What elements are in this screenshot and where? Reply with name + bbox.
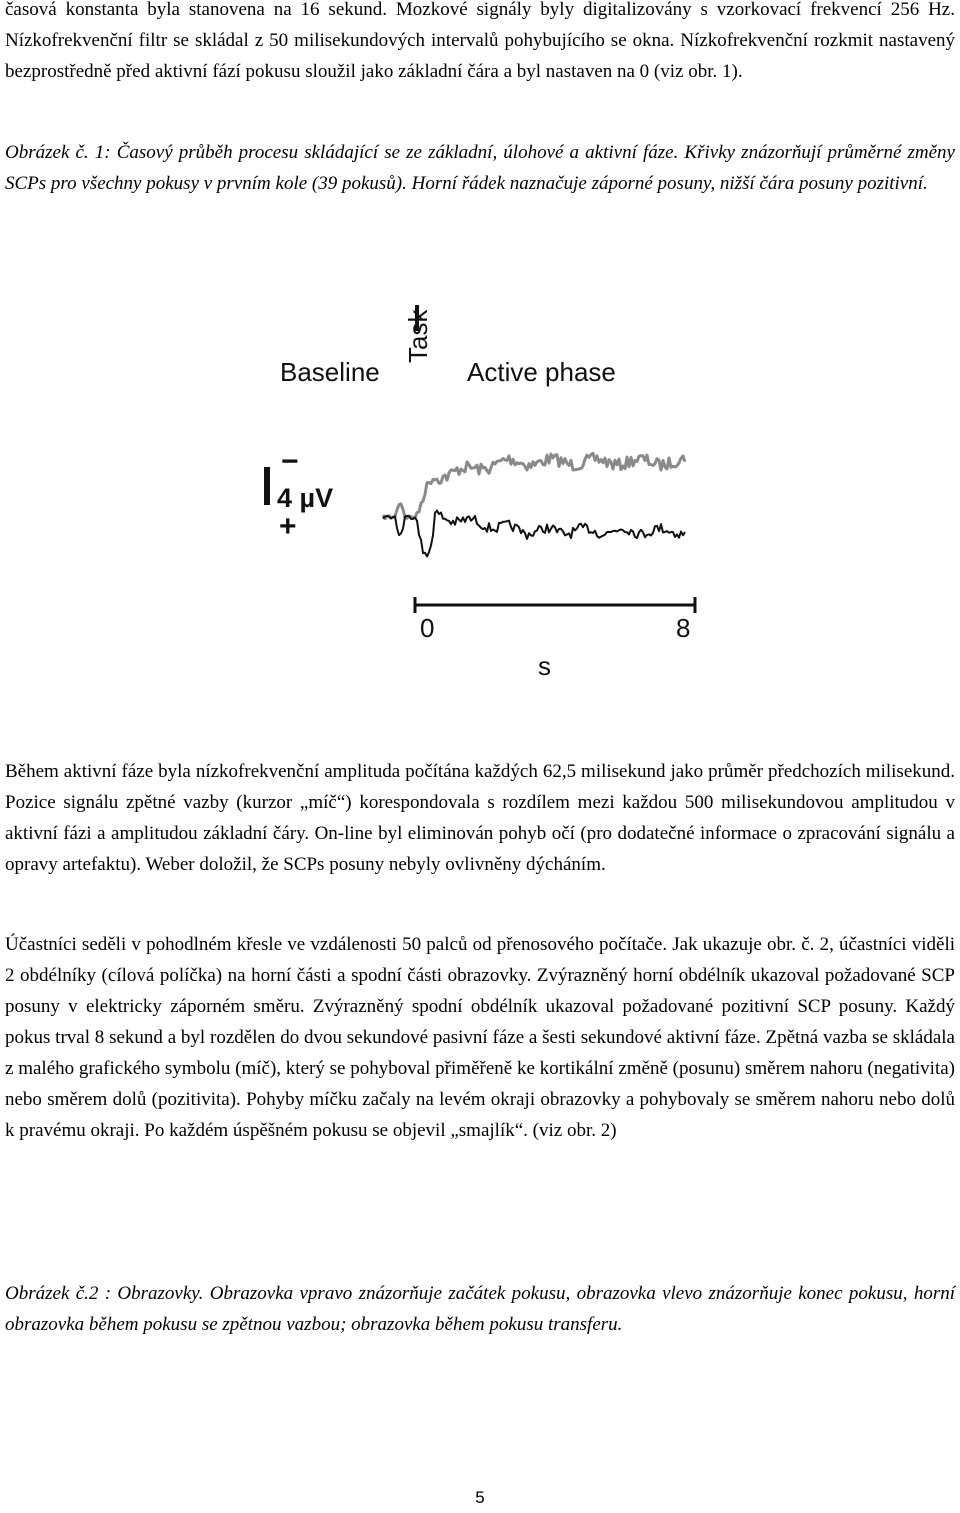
active-phase-paragraph: Během aktivní fáze byla nízkofrekvenční amplituda počítána každých 62,5 milisekund jako průměr předchozích milisekund. Pozice signálu zpětné vazby (kurzor „míč“) korespondovala s rozdílem mezi každou 500 milisekundovou amplitudou v aktivní fázi a amplitudou základní čáry. On-line byl eliminován pohyb očí (pro dodatečné informace o zpracování signálu a opravy artefaktu). Weber doložil, že SCPs posuny nebyly ovlivněny dýcháním. [5,761,955,875]
scale-bar [264,467,270,505]
positive-shift-curve [383,511,685,557]
negative-shift-curve [383,453,685,518]
intro-paragraph: časová konstanta byla stanovena na 16 sekund. Mozkové signály byly digitalizovány s vzorkovací frekvencí 256 Hz. Nízkofrekvenční filtr se skládal z 50 milisekundových intervalů pohybujícího se okna. Nízkofrekvenční rozkmit nastavený bezprostředně před aktivní fází pokusu sloužil jako základní čára a byl nastaven na 0 (viz obr. 1). [5,0,955,82]
baseline-label: Baseline [280,357,380,387]
page-number: 5 [475,1488,485,1507]
task-label: Task [403,309,433,363]
figure2-caption: Obrázek č.2 : Obrazovky. Obrazovka vpravo znázorňuje začátek pokusu, obrazovka vlevo znázorňuje konec pokusu, horní obrazovka během pokusu se zpětnou vazbou; obrazovka během pokusu transferu. [5,1283,955,1335]
scale-value: 4 µV [277,483,334,513]
participants-paragraph: Účastníci seděli v pohodlném křesle ve vzdálenosti 50 palců od přenosového počítače. Jak ukazuje obr. č. 2, účastníci viděli 2 obdélníky (cílová políčka) na horní části a spodní části obrazovky. Zvýrazněný horní obdélník ukazoval požadované SCP posuny v elektricky záporném směru. Zvýrazněný spodní obdélník ukazoval požadované pozitivní SCP posuny. Každý pokus trval 8 sekund a byl rozdělen do dvou sekundové pasivní fáze a šesti sekundové aktivní fáze. Zpětná vazba se skládala z malého grafického symbolu (míč), který se pohyboval přiměřeně ke kortikální změně (posunu) směrem nahoru (negativita) nebo směrem dolů (pozitivita). Pohyby míčku začaly na levém okraji obrazovky a pohybovaly se směrem nahoru nebo dolů k pravému okraji. Po každém úspěšném pokusu se objevil „smajlík“. (viz obr. 2) [5,934,955,1141]
time-axis-start-label: 0 [420,613,435,643]
time-axis-unit: s [538,651,551,681]
scale-plus: + [279,510,297,543]
scale-minus: − [281,445,299,478]
figure1-caption: Obrázek č. 1: Časový průběh procesu skládající se ze základní, úlohové a aktivní fáze. Křivky znázorňují průměrné změny SCPs pro všechny pokusy v prvním kole (39 pokusů). Horní řádek naznačuje záporné posuny, nižší čára posuny pozitivní. [5,142,955,194]
time-axis-end-label: 8 [676,613,691,643]
active-phase-label: Active phase [467,357,616,387]
figure1-scp-plot [255,295,705,695]
